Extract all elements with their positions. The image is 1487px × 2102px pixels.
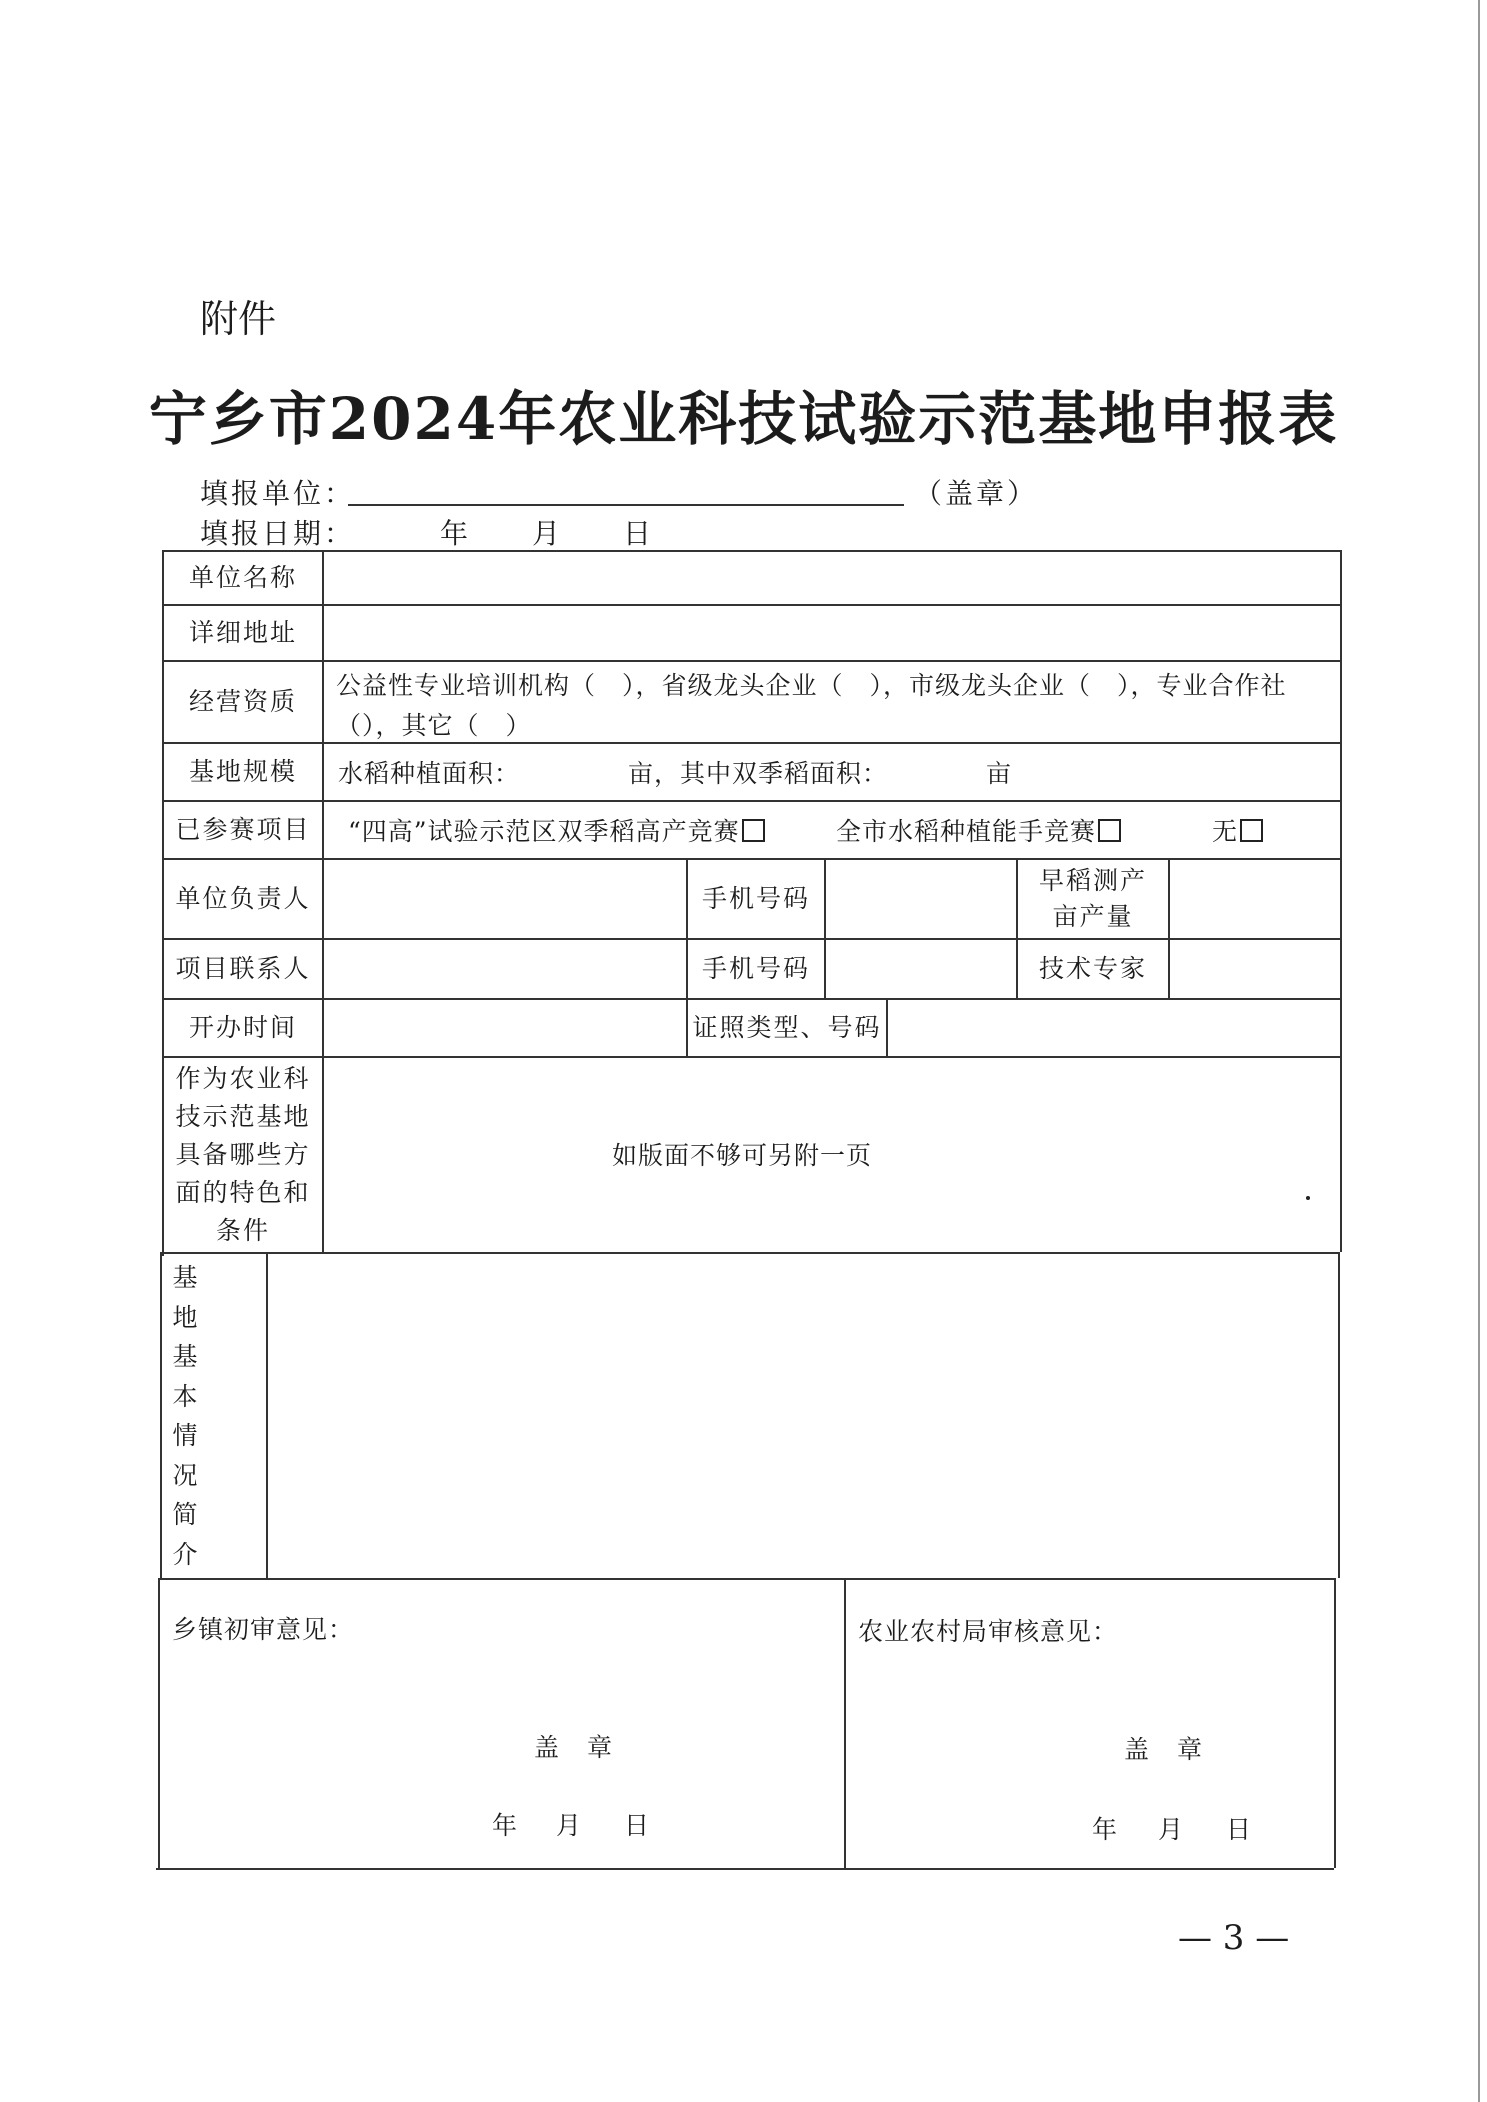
competition-option-2[interactable] [836, 812, 1121, 852]
township-date-month: 月 [556, 1811, 582, 1840]
competition-label: 已参赛项目 [175, 814, 311, 844]
filing-date-year: 年 [440, 517, 469, 550]
township-review-label: 乡镇初审意见： [172, 1615, 355, 1644]
bureau-review-label: 农业农村局审核意见： [858, 1617, 1119, 1646]
early-rice-yield-label-line-1: 早稻测产 [1038, 865, 1147, 895]
competition-option-1-label: “四高”试验示范区双季稻高产竞赛 [348, 817, 740, 846]
filing-unit-line[interactable] [348, 504, 904, 506]
seal-note: （盖章） [914, 477, 1039, 510]
intro-label-char-1: 基 [172, 1263, 198, 1292]
intro-label-char-7: 简 [172, 1500, 198, 1529]
expert-label: 技术专家 [1038, 953, 1147, 983]
grid-line [158, 1578, 1336, 1580]
features-label-line-2: 技示范基地 [175, 1102, 311, 1131]
checkbox-icon[interactable] [742, 819, 765, 842]
early-rice-yield-field[interactable] [1170, 860, 1340, 938]
township-date-year: 年 [492, 1811, 518, 1840]
intro-label-char-5: 情 [172, 1421, 198, 1450]
filing-unit-label: 填报单位： [200, 477, 356, 510]
scale-label: 基地规模 [188, 756, 297, 786]
scale-double-label: 亩，其中双季稻面积： [628, 759, 889, 788]
leader-phone-label: 手机号码 [701, 883, 810, 913]
qualification-options[interactable] [336, 666, 1336, 746]
features-label [164, 1060, 322, 1252]
bureau-review-field[interactable] [846, 1650, 1334, 1866]
intro-label-char-3: 基 [172, 1342, 198, 1371]
page-number: — 3 — [1178, 1918, 1290, 1958]
competition-option-3-label: 无 [1212, 817, 1239, 846]
unit-name-field[interactable] [324, 552, 1340, 604]
checkbox-icon[interactable] [1098, 819, 1121, 842]
start-time-field[interactable] [324, 1000, 686, 1056]
unit-name-label: 单位名称 [188, 562, 297, 592]
contact-label: 项目联系人 [175, 953, 311, 983]
qualification-line-1: 公益性专业培训机构（ ），省级龙头企业（ ），市级龙头企业（ ），专业合作社 [336, 671, 1287, 700]
bureau-date-year: 年 [1092, 1815, 1118, 1844]
intro-label [170, 1258, 200, 1574]
features-note: 如版面不够可另附一页 [612, 1141, 873, 1170]
grid-line [1340, 550, 1342, 1252]
grid-line [1334, 1578, 1336, 1868]
intro-label-char-6: 况 [172, 1460, 198, 1490]
leader-field[interactable] [324, 860, 686, 938]
intro-label-char-8: 介 [172, 1539, 198, 1569]
competition-option-3[interactable] [1212, 812, 1263, 852]
intro-label-char-4: 本 [172, 1381, 198, 1411]
filing-date-day: 日 [623, 517, 652, 550]
scale-mu-unit: 亩 [986, 759, 1013, 788]
early-rice-yield-label-line-2: 亩产量 [1052, 902, 1134, 931]
scale-area-label: 水稻种植面积： [338, 759, 521, 788]
qualification-line-2: （），其它（ ） [336, 711, 532, 740]
features-label-line-1: 作为农业科 [175, 1064, 311, 1093]
checkbox-icon[interactable] [1240, 819, 1263, 842]
township-seal-label: 盖章 [534, 1733, 641, 1762]
contact-phone-field[interactable] [826, 940, 1016, 998]
bureau-date-month: 月 [1158, 1815, 1184, 1844]
contact-field[interactable] [324, 940, 686, 998]
scan-edge [1478, 0, 1480, 2102]
license-label: 证照类型、号码 [692, 1012, 882, 1042]
leader-label: 单位负责人 [175, 883, 311, 913]
grid-line [160, 1252, 162, 1578]
bureau-date-day: 日 [1226, 1815, 1252, 1844]
competition-option-2-label: 全市水稻种植能手竞赛 [836, 817, 1097, 846]
features-label-line-4: 面的特色和 [175, 1178, 311, 1207]
early-rice-yield-label [1018, 860, 1168, 938]
township-date-day: 日 [624, 1811, 650, 1840]
start-time-label: 开办时间 [188, 1012, 297, 1042]
form-title: 宁乡市2024年农业科技试验示范基地申报表 [148, 385, 1339, 453]
features-label-line-5: 条件 [215, 1216, 270, 1245]
intro-field[interactable] [268, 1254, 1338, 1578]
attachment-label: 附件 [200, 297, 277, 341]
filing-date-month: 月 [532, 517, 561, 550]
features-label-line-3: 具备哪些方 [175, 1140, 311, 1169]
grid-line [156, 1868, 1334, 1870]
license-field[interactable] [888, 1000, 1340, 1056]
expert-field[interactable] [1170, 940, 1340, 998]
intro-label-char-2: 地 [172, 1302, 198, 1332]
filing-date-label: 填报日期： [200, 517, 356, 550]
grid-line [1338, 1252, 1340, 1578]
competition-option-1[interactable] [348, 812, 765, 852]
bureau-seal-label: 盖章 [1124, 1735, 1231, 1764]
grid-line [162, 660, 1340, 662]
grid-line [162, 800, 1340, 802]
contact-phone-label: 手机号码 [701, 953, 810, 983]
address-field[interactable] [324, 606, 1340, 660]
leader-phone-field[interactable] [826, 860, 1016, 938]
address-label: 详细地址 [188, 617, 297, 647]
qualification-label: 经营资质 [188, 686, 297, 716]
scan-speck [1306, 1196, 1310, 1200]
